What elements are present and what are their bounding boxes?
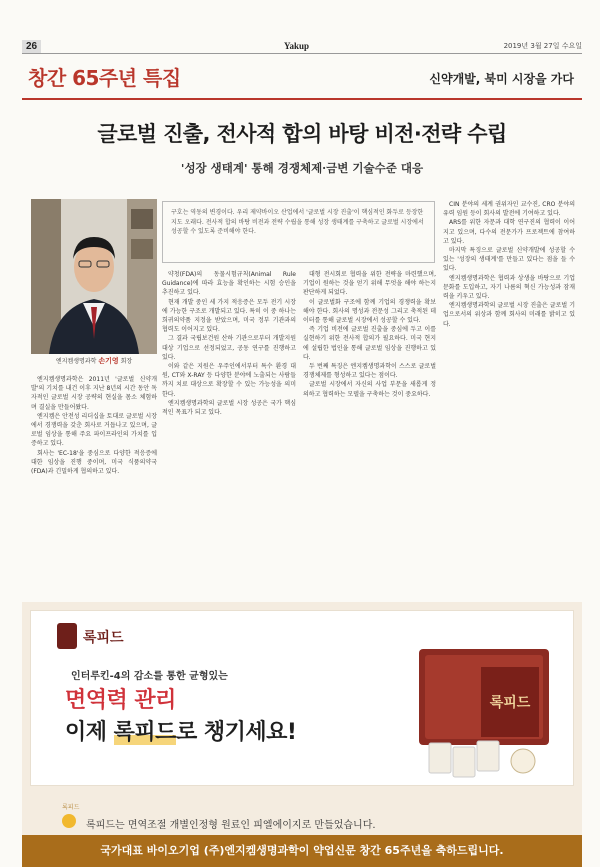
product-box-image <box>411 643 561 783</box>
paragraph: 회사는 'EC-18'을 중심으로 다양한 적응증에 대한 임상을 진행 중이며, 미국 식품의약국(FDA)과 긴밀하게 협의하고 있다. <box>31 449 157 476</box>
paragraph: 대형 전시회로 협력을 위한 전략을 마련했으며, 기업이 원하는 것을 얻기 위해 무엇을 해야 하는지 판단하게 되었다. <box>303 271 436 297</box>
paragraph: 엔지켐생명과학의 글로벌 시장 성공은 국가 핵심적인 목표가 되고 있다. <box>162 399 296 417</box>
paragraph: ARS를 위한 자문과 대학 연구진의 협력이 이어지고 있으며, 다수의 전문가가 프로젝트에 참여하고 있다. <box>443 219 575 245</box>
ad-footer-banner: 국가대표 바이오기업 (주)엔지켐생명과학이 약업신문 창간 65주년을 축하드립니다. <box>22 835 582 867</box>
ad-tagline: 인터루킨-4의 감소를 통한 균형있는 <box>71 671 228 682</box>
ad-headline-2-post: 로 챙기세요! <box>175 720 297 745</box>
ad-headline-2 <box>65 715 296 746</box>
section-subtitle: 신약개발, 북미 시장을 가다 <box>429 72 574 86</box>
portrait-photo <box>31 199 157 354</box>
article-column-1 <box>31 375 157 590</box>
issue-date: 2019년 3월 27일 수요일 <box>503 42 582 50</box>
paragraph: 엔지켐생명과학은 협력과 상생을 바탕으로 기업 문화를 도입하고, 자기 나름의 혁신 가능성과 잠재력을 키우고 있다. <box>443 274 575 301</box>
paragraph: 글로벌 시장에서 자신의 사업 부문을 새롭게 정의하고 협력하는 모델을 구축하는 것이 중요하다. <box>303 381 436 398</box>
paragraph: 즉 기업 비전에 글로벌 진출을 중심에 두고 이를 실현하기 위한 전사적 합의가 필요하다. 미국 현지에 설립한 법인을 통해 글로벌 임상을 진행하고 있다. <box>303 326 436 361</box>
paragraph: 그 결과 국립보건원 산하 기관으로부터 개발지원 대상 기업으로 선정되었고, 공동 연구를 진행하고 있다. <box>162 335 296 361</box>
portrait-image <box>31 199 157 354</box>
article-column-3 <box>303 270 436 590</box>
ad-headline-2-pre: 이제 <box>65 720 114 745</box>
ad-headline-2-brand: 록피드 <box>113 720 176 745</box>
paragraph: 엔지켐생명과학의 글로벌 시장 진출은 글로벌 기업으로서의 위상과 함께 회사의 미래를 밝히고 있다. <box>443 302 575 328</box>
paragraph: 두 번째 특징은 엔지켐생명과학이 스스로 글로벌 경쟁체제를 형성하고 있다는 점이다. <box>303 363 436 380</box>
brand-logo-icon <box>57 623 77 649</box>
pull-quote: 구호는 역동의 변경이다. 우리 제약바이오 산업에서 '글로벌 시장 진출'이 핵심적인 화두로 등장한지도 오래다. 전사적 합의 바탕 비전과 전략 수립을 통해 성장 생태계를 구축하고 글로벌 시장에서 성공할 수 있도록 준비해야 한다. <box>162 201 435 263</box>
section-rule <box>22 98 582 100</box>
special-section-title: 창간 65주년 특집 <box>28 66 181 90</box>
page-number: 26 <box>22 40 41 53</box>
ad-headline-1: 면역력 관리 <box>65 688 176 713</box>
paragraph: 엔지켐은 안전성 리더십을 토대로 글로벌 시장에서 경쟁력을 갖춘 회사로 거듭나고 있으며, 글로벌 임상을 통해 주요 파이프라인의 가치를 입증하고 있다. <box>31 412 157 448</box>
ad-info-text: 록피드는 면역조절 개별인정형 원료인 피엘에이지로 만들었습니다. <box>86 820 376 831</box>
ad-info-label: 록피드 <box>62 804 80 811</box>
article-column-4 <box>443 200 575 590</box>
article-headline: 글로벌 진출, 전사적 합의 바탕 비전·전략 수립 <box>97 122 507 146</box>
paragraph: 마지막 특징으로 글로벌 신약개발에 성공할 수 있는 '성장의 생태계'를 만들고 있다는 점을 들 수 있다. <box>443 247 575 273</box>
section-band <box>22 58 582 98</box>
photo-caption <box>31 356 157 366</box>
article-subhead: '성장 생태계' 통해 경쟁체제·금변 기술수준 대응 <box>180 161 424 175</box>
paragraph: 이 글로벌화 구조에 함께 기업의 경쟁력을 확보해야 한다. 회사의 명성과 전문성 그리고 축적된 데이터를 통해 글로벌 시장에서 성공할 수 있다. <box>303 298 436 325</box>
masthead: Yakup <box>284 41 310 51</box>
caption-title: 회장 <box>120 358 133 365</box>
paragraph: 이와 같은 지원은 우주인에서부터 특수 환경 대원, CT와 X-RAY 등 다양한 분야에 노출되는 사람들까지 치료 대상으로 확장할 수 있는 가능성을 의미한다. <box>162 363 296 398</box>
paragraph: 현재 개발 중인 세 가지 적응증은 모두 전기 시장에 가능한 구조로 개발되고 있다. 특히 이 중 하나는 희귀의약품 지정을 받았으며, 미국 정부 기관과의 협력도 이어지고 있다. <box>162 298 296 334</box>
paragraph: 약청(FDA)의 동물시험규칙(Animal Rule Guidance)에 따라 효능을 확인하는 시험 승인을 추진하고 있다. <box>162 271 296 297</box>
article-column-2 <box>162 270 296 590</box>
lightbulb-icon <box>62 814 76 828</box>
product-label: 록피드 <box>489 695 531 711</box>
ad-brand-name: 록피드 <box>83 630 124 646</box>
paragraph: 엔지켐생명과학은 2011년 '글로벌 신약개발'의 기치를 내건 이후 지난 8년의 시간 동안 독자적인 글로벌 시장 공략의 현실을 몸소 체험하며 결실을 만들어왔다. <box>31 376 157 411</box>
advertisement[interactable] <box>22 602 582 867</box>
page-header <box>22 40 582 54</box>
caption-org: 엔지켐생명과학 <box>55 358 97 365</box>
paragraph: CIN 분야의 세계 권위자인 교수진, CRO 분야의 유력 임원 등이 회사의 발전에 기여하고 있다. <box>443 201 575 218</box>
caption-name: 손기영 <box>98 357 119 365</box>
ad-panel <box>30 610 574 786</box>
